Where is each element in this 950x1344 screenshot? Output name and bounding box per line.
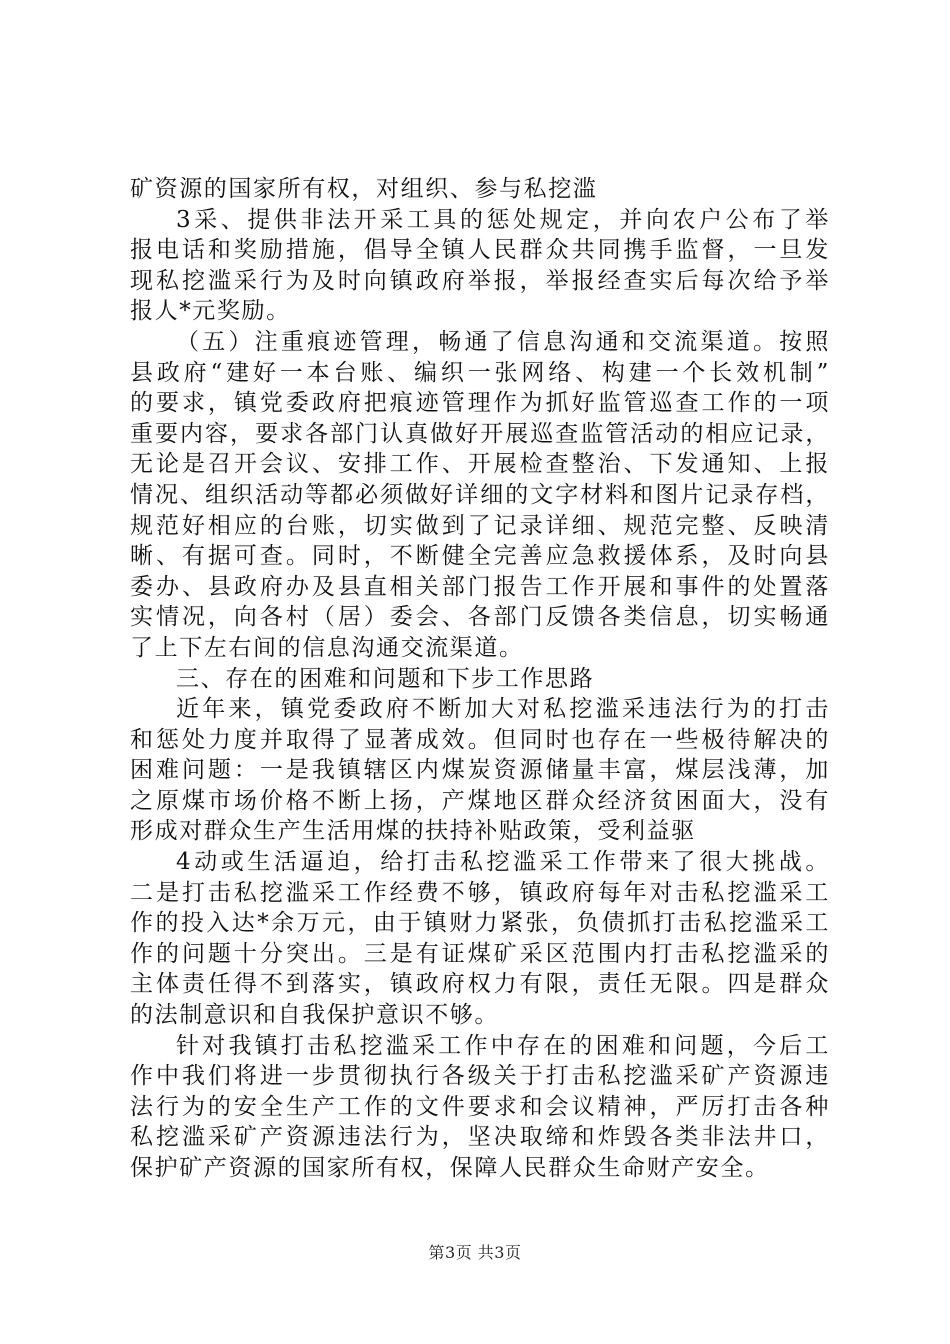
text-line: 保护矿产资源的国家所有权，保障人民群众生命财产安全。 <box>130 1155 770 1181</box>
text-line: 矿资源的国家所有权，对组织、参与私挖滥 <box>130 176 598 202</box>
text-line: 法行为的安全生产工作的文件要求和会议精神，严厉打击各种 <box>130 1093 830 1120</box>
text-line: 作中我们将进一步贯彻执行各级关于打击私挖滥采矿产资源违 <box>130 1063 830 1090</box>
text-line: 4动或生活逼迫，给打击私挖滥采工作带来了很大挑战。 <box>176 849 830 876</box>
text-line: 委办、县政府办及县直相关部门报告工作开展和事件的处置落 <box>130 573 830 600</box>
text-line: 的要求，镇党委政府把痕迹管理作为抓好监管巡查工作的一项 <box>130 390 830 417</box>
text-line: 针对我镇打击私挖滥采工作中存在的困难和问题，今后工 <box>176 1032 830 1059</box>
text-line: 3采、提供非法开采工具的惩处规定，并向农户公布了举 <box>176 206 830 233</box>
text-line: 规范好相应的台账，切实做到了记录详细、规范完整、反映清 <box>130 512 830 539</box>
text-line: （五）注重痕迹管理，畅通了信息沟通和交流渠道。按照 <box>176 328 830 355</box>
page-number-label: 第3页 共3页 <box>428 1243 522 1262</box>
text-line: 形成对群众生产生活用煤的扶持补贴政策，受利益驱 <box>130 818 696 845</box>
text-line: 无论是召开会议、安排工作、开展检查整治、下发通知、上报 <box>130 451 830 478</box>
text-line: 情况、组织活动等都必须做好详细的文字材料和图片记录存档， <box>130 481 830 508</box>
text-line: 作的问题十分突出。三是有证煤矿采区范围内打击私挖滥采的 <box>130 940 830 967</box>
text-line: 重要内容，要求各部门认真做好开展巡查监管活动的相应记录， <box>130 420 830 447</box>
text-line: 作的投入达*余万元，由于镇财力紧张，负债抓打击私挖滥采工 <box>130 910 830 937</box>
text-line: 困难问题：一是我镇辖区内煤炭资源储量丰富，煤层浅薄，加 <box>130 757 830 784</box>
text-line: 实情况，向各村（居）委会、各部门反馈各类信息，切实畅通 <box>130 604 830 631</box>
document-body <box>130 174 830 1184</box>
text-line: 和惩处力度并取得了显著成效。但同时也存在一些极待解决的 <box>130 726 830 753</box>
text-line: 报人*元奖励。 <box>130 298 291 325</box>
text-line: 二是打击私挖滥采工作经费不够，镇政府每年对击私挖滥采工 <box>130 879 830 906</box>
text-line: 晰、有据可查。同时，不断健全完善应急救援体系，及时向县 <box>130 543 830 570</box>
text-line: 近年来，镇党委政府不断加大对私挖滥采违法行为的打击 <box>176 696 830 723</box>
text-line: 三、存在的困难和问题和下步工作思路 <box>176 665 595 692</box>
text-line: 之原煤市场价格不断上扬，产煤地区群众经济贫困面大，没有 <box>130 787 830 814</box>
text-line: 主体责任得不到落实，镇政府权力有限，责任无限。四是群众 <box>130 971 830 998</box>
text-line: 现私挖滥采行为及时向镇政府举报，举报经查实后每次给予举 <box>130 267 830 294</box>
page-footer <box>0 1240 950 1263</box>
text-line: 私挖滥采矿产资源违法行为，坚决取缔和炸毁各类非法井口， <box>130 1124 830 1151</box>
text-line: 县政府“建好一本台账、编织一张网络、构建一个长效机制” <box>130 359 830 386</box>
text-line: 了上下左右间的信息沟通交流渠道。 <box>130 634 524 661</box>
text-line: 报电话和奖励措施，倡导全镇人民群众共同携手监督，一旦发 <box>130 237 830 264</box>
text-line: 的法制意识和自我保护意识不够。 <box>130 1002 499 1029</box>
